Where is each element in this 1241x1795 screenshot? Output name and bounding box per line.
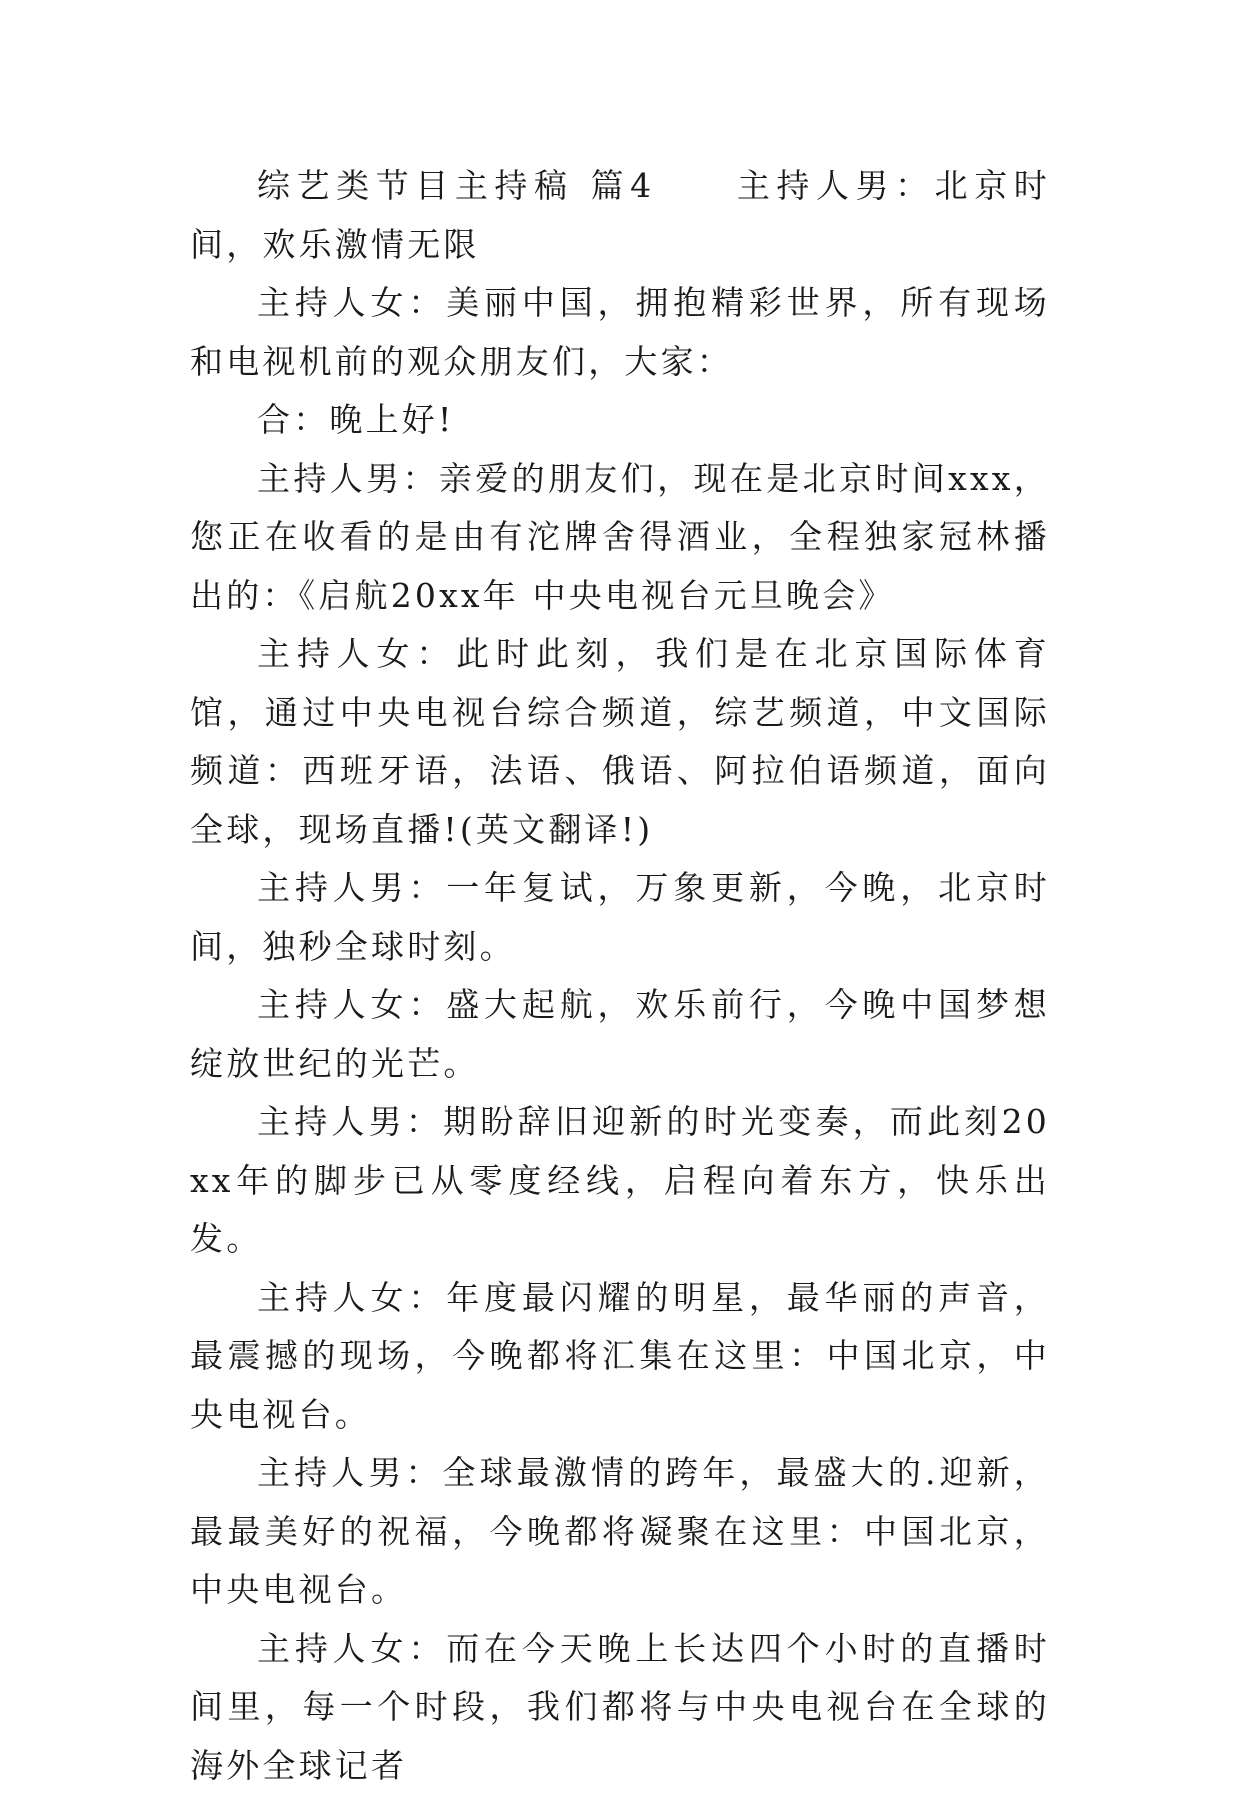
paragraph-host-male-intro: 主持人男：亲爱的朋友们，现在是北京时间xxx，您正在收看的是由有沱牌舍得酒业，全程独家冠林播出的：《启航20xx年 中央电视台元旦晚会》 (190, 450, 1050, 626)
document-body (190, 157, 1050, 1795)
paragraph-host-female-dream: 主持人女：盛大起航，欢乐前行，今晚中国梦想绽放世纪的光芒。 (190, 976, 1050, 1093)
paragraph-title-line: 综艺类节目主持稿 篇4 主持人男：北京时间，欢乐激情无限 (190, 157, 1050, 274)
paragraph-host-female-venue: 主持人女：此时此刻，我们是在北京国际体育馆，通过中央电视台综合频道，综艺频道，中文国际频道：西班牙语，法语、俄语、阿拉伯语频道，面向全球，现场直播!(英文翻译!) (190, 625, 1050, 859)
paragraph-host-female-broadcast: 主持人女：而在今天晚上长达四个小时的直播时间里，每一个时段，我们都将与中央电视台在全球的海外全球记者 (190, 1620, 1050, 1795)
paragraph-host-male-blessings: 主持人男：全球最激情的跨年，最盛大的.迎新，最最美好的祝福，今晚都将凝聚在这里：中国北京，中央电视台。 (190, 1444, 1050, 1620)
paragraph-host-female-greeting: 主持人女：美丽中国，拥抱精彩世界，所有现场和电视机前的观众朋友们，大家： (190, 274, 1050, 391)
paragraph-host-male-new-year: 主持人男：一年复试，万象更新，今晚，北京时间，独秒全球时刻。 (190, 859, 1050, 976)
paragraph-host-male-meridian: 主持人男：期盼辞旧迎新的时光变奏，而此刻20xx年的脚步已从零度经线，启程向着东方，快乐出发。 (190, 1093, 1050, 1269)
paragraph-together: 合：晚上好! (190, 391, 1050, 450)
paragraph-host-female-stars: 主持人女：年度最闪耀的明星，最华丽的声音，最震撼的现场，今晚都将汇集在这里：中国北京，中央电视台。 (190, 1269, 1050, 1445)
